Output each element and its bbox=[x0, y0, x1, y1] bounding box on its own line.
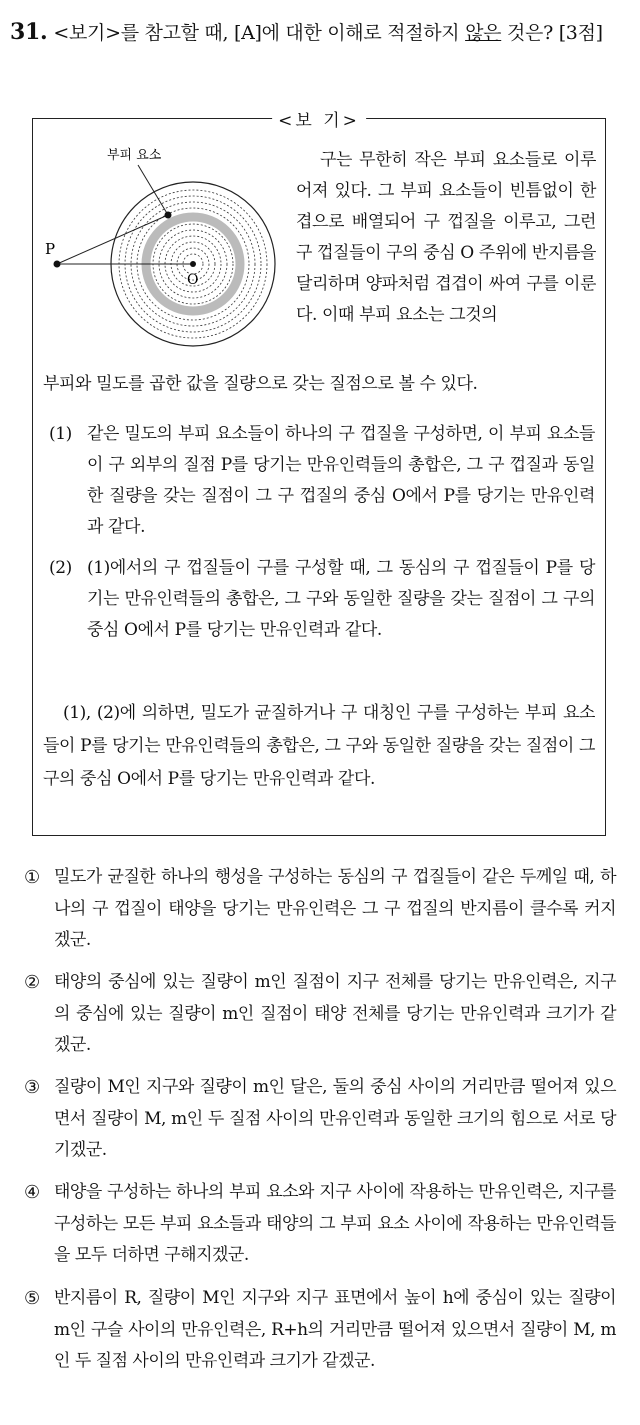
option-3-text: 질량이 M인 지구와 질량이 m인 달은, 둘의 중심 사이의 거리만큼 떨어져 있으면서 질량이 M, m인 두 질점 사이의 만유인력과 동일한 크기의 힘으로 서로 당기겠군. bbox=[54, 1077, 616, 1160]
volume-element-dot bbox=[165, 212, 172, 219]
label-o: O bbox=[187, 272, 199, 288]
point-p bbox=[54, 261, 61, 268]
question-number: 31. bbox=[10, 19, 48, 45]
bogi-item-1 bbox=[49, 419, 595, 543]
option-1[interactable] bbox=[24, 862, 616, 957]
option-2-marker: ② bbox=[24, 972, 40, 993]
bogi-intro-tail: 부피와 밀도를 곱한 값을 질량으로 갖는 질점으로 볼 수 있다. bbox=[43, 374, 478, 394]
bogi-conclusion: (1), (2)에 의하면, 밀도가 균질하거나 구 대칭인 구를 구성하는 부피 요소들이 P를 당기는 만유인력들의 총합은, 그 구와 동일한 질량을 갖는 질점이 그 구의 중심 O에서 P를 당기는 만유인력과 같다. bbox=[43, 703, 595, 789]
bogi-intro: 구는 무한히 작은 부피 요소들로 이루어져 있다. 그 부피 요소들이 빈틈없이 한 겹으로 배열되어 구 껍질을 이루고, 그런 구 껍질들이 구의 중심 O 주위에 반지름을 달리하며 양파처럼 겹겹이 싸여 구를 이룬다. 이때 부피 요소는 그것의 bbox=[296, 150, 596, 325]
option-3-marker: ③ bbox=[24, 1077, 40, 1098]
label-p: P bbox=[45, 240, 56, 258]
bogi-title: <보 기> bbox=[272, 106, 366, 131]
label-volume-element: 부피 요소 bbox=[107, 148, 162, 163]
option-1-marker: ① bbox=[24, 867, 40, 888]
option-5[interactable] bbox=[24, 1283, 616, 1378]
question-text: <보기>를 참고할 때, [A]에 대한 이해로 적절하지 bbox=[53, 22, 466, 44]
option-5-text: 반지름이 R, 질량이 M인 지구와 지구 표면에서 높이 h에 중심이 있는 질량이 m인 구슬 사이의 만유인력은, R+h의 거리만큼 떨어져 있으면서 질량이 M, m인 두 질점 사이의 만유인력과 크기가 같겠군. bbox=[54, 1288, 616, 1371]
question-header bbox=[10, 14, 630, 51]
option-5-marker: ⑤ bbox=[24, 1288, 40, 1309]
bogi-box bbox=[32, 111, 606, 836]
option-4[interactable] bbox=[24, 1177, 616, 1272]
center-o bbox=[190, 261, 196, 267]
option-2-text: 태양의 중심에 있는 질량이 m인 질점이 지구 전체를 당기는 만유인력은, 지구의 중심에 있는 질량이 m인 질점이 태양 전체를 당기는 만유인력과 크기가 같겠군. bbox=[54, 972, 616, 1055]
bogi-item-2 bbox=[49, 553, 595, 646]
underlined-word: 않은 bbox=[465, 22, 502, 44]
option-2[interactable] bbox=[24, 967, 616, 1062]
question-text-tail: 것은? [3점] bbox=[501, 22, 603, 44]
item-1-marker: (1) bbox=[49, 424, 72, 444]
item-2-text: (1)에서의 구 껍질들이 구를 구성할 때, 그 동심의 구 껍질들이 P를 당기는 만유인력들의 총합은, 그 구와 동일한 질량을 갖는 질점이 그 구의 중심 O에서 P를 당기는 만유인력과 같다. bbox=[87, 558, 595, 640]
item-1-text: 같은 밀도의 부피 요소들이 하나의 구 껍질을 구성하면, 이 부피 요소들이 구 외부의 질점 P를 당기는 만유인력들의 총합은, 그 구 껍질과 동일한 질량을 갖는 질점이 그 구 껍질의 중심 O에서 P를 당기는 만유인력과 같다. bbox=[87, 424, 595, 537]
option-1-text: 밀도가 균질한 하나의 행성을 구성하는 동심의 구 껍질들이 같은 두께일 때, 하나의 구 껍질이 태양을 당기는 만유인력은 그 구 껍질의 반지름이 클수록 커지겠군. bbox=[54, 867, 616, 950]
option-4-marker: ④ bbox=[24, 1182, 40, 1203]
sphere-figure bbox=[35, 137, 285, 367]
option-3[interactable] bbox=[24, 1072, 616, 1167]
option-4-text: 태양을 구성하는 하나의 부피 요소와 지구 사이에 작용하는 만유인력은, 지구를 구성하는 모든 부피 요소들과 태양의 그 부피 요소 사이에 작용하는 만유인력들을 모두 더하면 구해지겠군. bbox=[54, 1182, 616, 1265]
label-leader-line bbox=[138, 165, 168, 215]
item-2-marker: (2) bbox=[49, 558, 72, 578]
